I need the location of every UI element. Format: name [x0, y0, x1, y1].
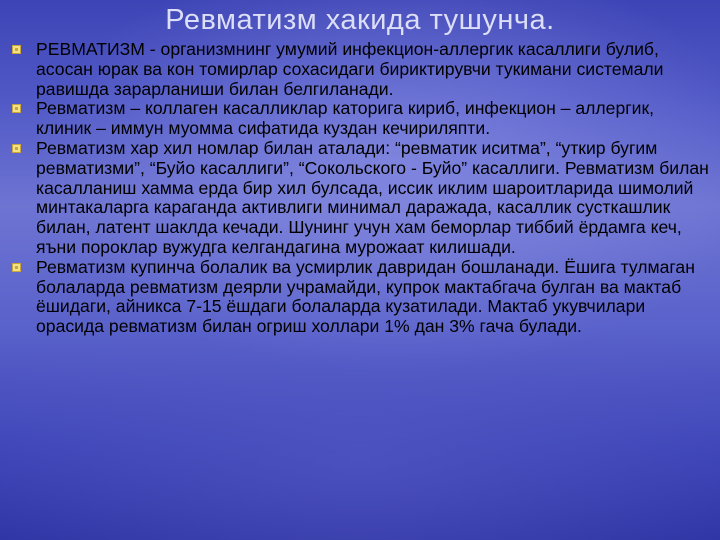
- bullet-item: [10, 99, 710, 139]
- bullet-text: РЕВМАТИЗМ - организмнинг умумий инфекцион-аллергик касаллиги булиб, асосан юрак ва кон томирлар сохасидаги бириктирувчи тукимани системали равишда зарарланиши билан белгиланади.: [36, 39, 664, 99]
- bullet-item: [10, 139, 710, 258]
- square-bullet-icon: [12, 263, 21, 272]
- bullet-text: Ревматизм – коллаген касалликлар каторига кириб, инфекцион – аллергик, клиник – иммун муомма сифатида куздан кечириляпти.: [36, 98, 655, 139]
- bullet-text: Ревматизм хар хил номлар билан аталади: “ревматик иситма”, “уткир бугим ревматизми”, “Буйо касаллиги”, “Сокольского - Буйо” касаллиги. Ревматизм билан касалланиш хамма ерда бир хил булсада, иссик иклим шароитларида шимолий минтакаларга караганда активлиги минимал даражада, касаллик сусткашлик билан, латент шаклда кечади. Шунинг учун хам беморлар тиббий ёрдамга кеч, яъни пороклар вужудга келгандагина мурожаат килишади.: [36, 137, 709, 257]
- bullet-item: [10, 40, 710, 99]
- bullet-list: [10, 40, 710, 337]
- slide-title: Ревматизм хакида тушунча.: [165, 4, 555, 36]
- square-bullet-icon: [12, 104, 21, 113]
- square-bullet-icon: [12, 45, 21, 54]
- bullet-text: Ревматизм купинча болалик ва усмирлик давридан бошланади. Ёшига тулмаган болаларда ревматизм деярли учрамайди, купрок мактабгача булган ва мактаб ёшидаги, айникса 7-15 ёшдаги болаларда кузатилади. Мактаб укувчилари орасида ревматизм билан огриш холлари 1% дан 3% гача булади.: [36, 256, 695, 337]
- square-bullet-icon: [12, 144, 21, 153]
- bullet-item: [10, 258, 710, 337]
